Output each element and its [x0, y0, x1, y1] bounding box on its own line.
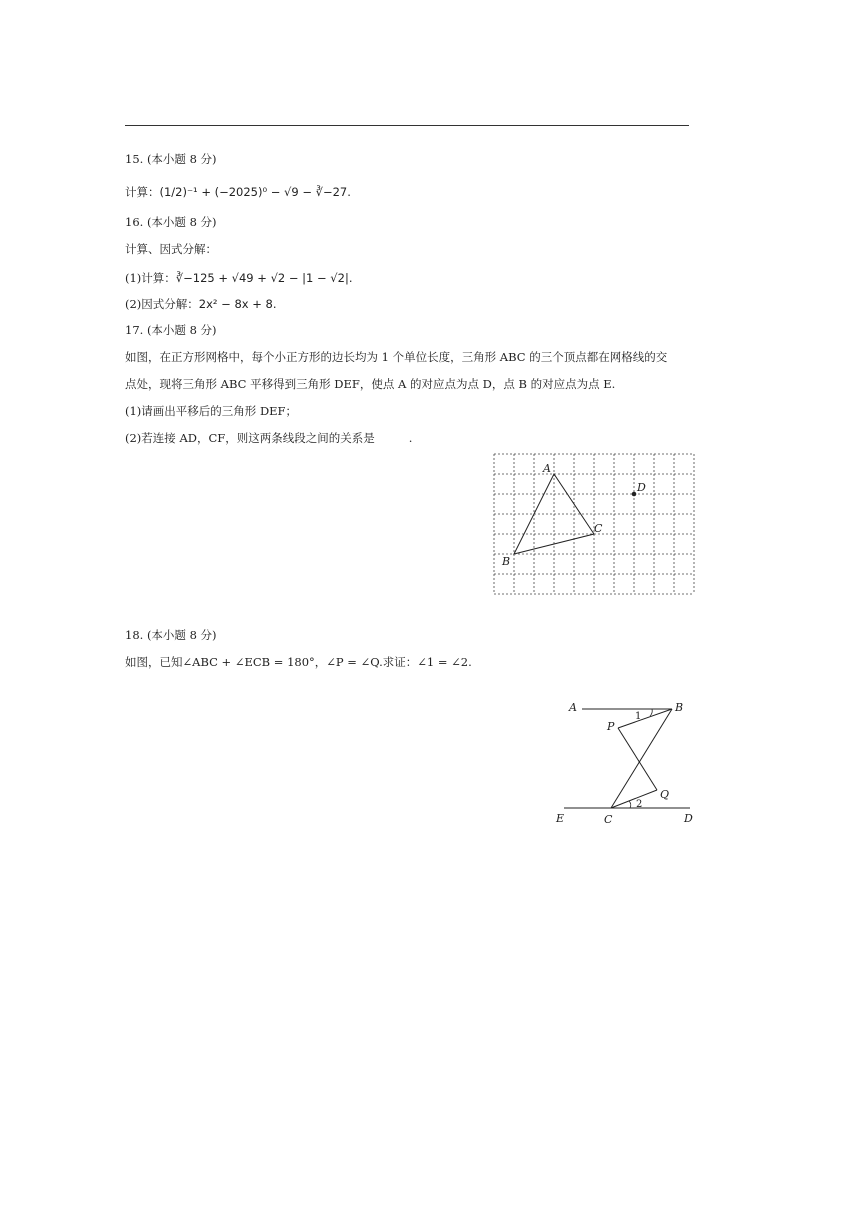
- q16-part1-expression: ∛−125 + √49 + √2 − |1 − √2|.: [175, 271, 353, 285]
- label-b: B: [502, 555, 511, 568]
- label-p: P: [607, 720, 615, 733]
- label-c: C: [594, 522, 603, 535]
- label-d: D: [684, 812, 693, 825]
- q17-part2-end: .: [408, 431, 413, 445]
- q15-problem: [125, 184, 351, 200]
- q16-part2: [125, 296, 277, 312]
- q17-grid-figure: [488, 446, 700, 604]
- label-e: E: [556, 812, 565, 825]
- segment-pq: [618, 728, 657, 790]
- segment-cq: [611, 790, 657, 808]
- angle-2-label: 2: [636, 799, 643, 810]
- label-b: B: [675, 701, 684, 714]
- angle-2-arc: [629, 801, 631, 808]
- point-d-dot: [632, 492, 637, 497]
- q17-text-line2: 点处，现将三角形 ABC 平移得到三角形 DEF，使点 A 的对应点为点 D，点 B 的对应点为点 E.: [125, 377, 616, 391]
- label-q: Q: [660, 788, 670, 801]
- q15-expression: (1/2)⁻¹ + (−2025)⁰ − √9 − ∛−27.: [159, 185, 351, 199]
- q15-heading: 15. (本小题 8 分): [125, 152, 217, 166]
- label-d: D: [637, 481, 646, 494]
- q16-part1: [125, 270, 352, 286]
- segment-bp: [618, 709, 672, 728]
- q18-geometry-figure: [550, 694, 700, 829]
- q17-part1: (1)请画出平移后的三角形 DEF；: [125, 404, 298, 418]
- q15-prompt: 计算：: [125, 185, 160, 199]
- q17-heading: 17. (本小题 8 分): [125, 323, 217, 337]
- label-a: A: [569, 701, 577, 714]
- q16-part2-expression: 2x² − 8x + 8.: [198, 297, 277, 311]
- q16-heading: 16. (本小题 8 分): [125, 215, 217, 229]
- angle-1-arc: [650, 709, 652, 716]
- header-rule: [125, 125, 689, 126]
- q18-heading: 18. (本小题 8 分): [125, 628, 217, 642]
- label-c: C: [604, 813, 613, 826]
- q17-part2: [125, 430, 412, 446]
- q16-part2-label: (2)因式分解：: [125, 297, 199, 311]
- q17-text-line1: 如图，在正方形网格中，每个小正方形的边长均为 1 个单位长度，三角形 ABC 的三个顶点都在网格线的交: [125, 350, 668, 364]
- q17-part2-text: (2)若连接 AD，CF，则这两条线段之间的关系是: [125, 431, 375, 445]
- q16-part1-label: (1)计算：: [125, 271, 176, 285]
- q16-intro: 计算、因式分解：: [125, 242, 217, 256]
- label-a: A: [543, 462, 551, 475]
- q18-statement: 如图，已知∠ABC + ∠ECB = 180°，∠P = ∠Q.求证：∠1 = ∠2.: [125, 655, 472, 669]
- angle-1-label: 1: [635, 711, 642, 722]
